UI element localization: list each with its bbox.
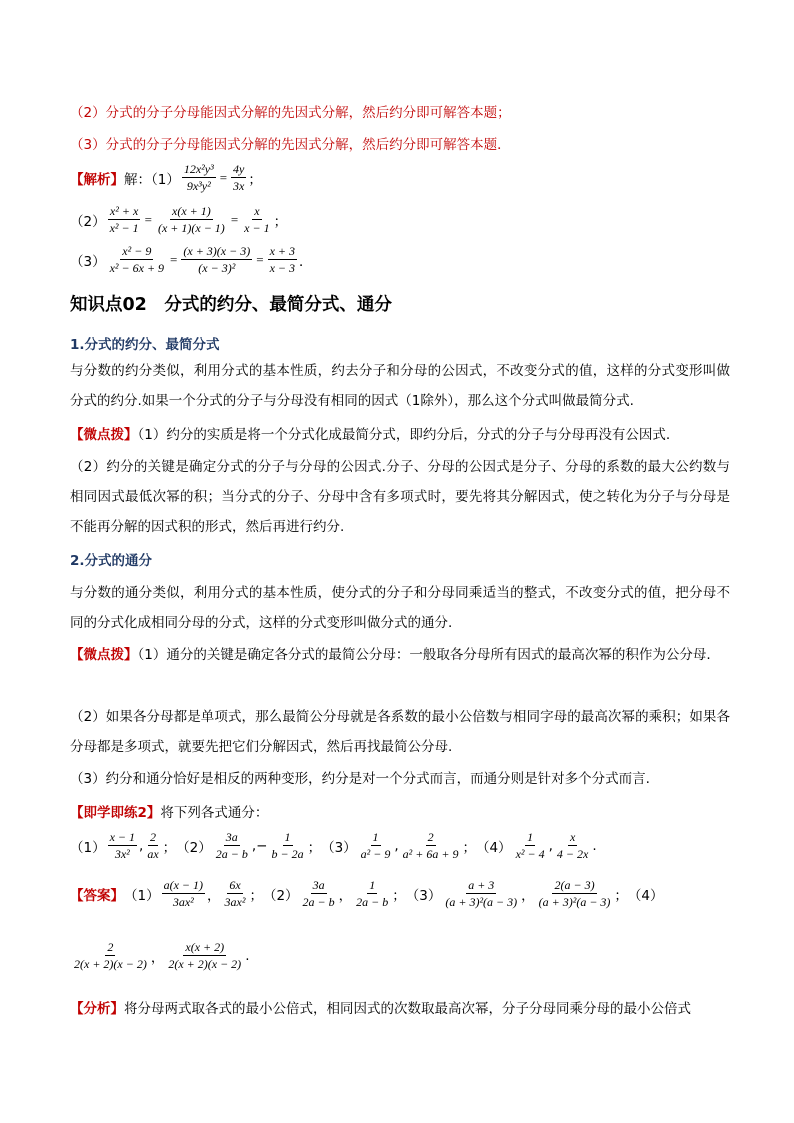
intro-line-2: （2）分式的分子分母能因式分解的先因式分解，然后约分即可解答本题； (70, 105, 511, 121)
fraction: $\frac{2(a - 3)}{\text{(a + 3)²(a − 3)}}$ (538, 878, 611, 909)
knowledge-title: 知识点02 分式的约分、最简分式、通分 (70, 295, 392, 315)
fraction: $\frac{x - 1}{\text{3x²}}$ (109, 830, 136, 861)
analysis-line: 【分析】将分母两式取各式的最小公倍式，相同因式的次数取最高次幂，分子分母同乘分母的最小公倍式 (70, 1001, 691, 1017)
fraction: $\frac{2}{\text{a² + 6a + 9}}$ (402, 830, 459, 861)
section-2-tip-3: （3）约分和通分恰好是相反的两种变形，约分是对一个分式而言，而通分则是针对多个分式而言. (70, 771, 650, 787)
fraction: $\frac{a + 3}{\text{(a + 3)²(a − 3)}}$ (445, 878, 518, 909)
fraction: $\frac{(x + 3)(x - 3)}{\text{(x − 3)²}}$ (183, 244, 251, 275)
fraction: $\frac{3a}{2a - b}$ (302, 878, 335, 909)
section-1-tip-1: 【微点拨】（1）约分的实质是将一个分式化成最简分式，即约分后，分式的分子与分母再没有公因式. (70, 427, 671, 443)
fraction: $\frac{1}{b - 2a}$ (271, 830, 304, 861)
section-heading-2: 2.分式的通分 (70, 553, 153, 569)
section-heading-1: 1.分式的约分、最简分式 (70, 337, 220, 353)
fraction: $\frac{x + 3}{x - 3}$ (269, 244, 296, 275)
fraction: $\frac{4y}{3x}$ (233, 162, 245, 193)
fraction: $\frac{2}{2(x + 2)(x - 2)}$ (74, 940, 147, 971)
section-1-tip-2: （2）约分的关键是确定分式的分子与分母的公因式.分子、分母的公因式是分子、分母的系数的最大公约数与相同因式最低次幂的积；当分式的分子、分母中含有多项式时，要先将其分解因式，使之转化为分子与分母是不能再分解的因式积的形式，然后再进行约分. (70, 459, 730, 535)
analysis-tag: 【分析】 (70, 1001, 124, 1017)
fraction: $\frac{x(x + 2)}{2(x + 2)(x - 2)}$ (168, 940, 242, 971)
fraction: $\frac{6x}{\text{3ax²}}$ (224, 878, 246, 909)
section-2-tip-2: （2）如果各分母都是单项式，那么最简公分母就是各系数的最小公倍数与相同字母的最高次幂的乘积；如果各分母都是多项式，就要先把它们分解因式，然后再找最简公分母. (70, 709, 730, 755)
fraction: $\frac{x(x + 1)}{(x + 1)(x - 1)}$ (157, 204, 225, 235)
solution-row-2: （2） $\frac{\text{x² + x}}{\text{x² − 1}}$ = $\frac{x(x + 1)}{(x + 1)(x - 1)}$ = $\frac{x}{x - 1}$ ； (70, 204, 288, 235)
fraction: $\frac{\text{12x²y³}}{\text{9x³y²}}$ (183, 162, 214, 193)
answer-tag: 【答案】 (70, 887, 124, 904)
solution-lead: 解：（1） (124, 171, 180, 188)
solution-row-1: 【解析】 解：（1） $\frac{\text{12x²y³}}{\text{9x³y²}}$ = $\frac{4y}{3x}$ ； (70, 162, 262, 193)
section-2-tip-1: 【微点拨】（1）通分的关键是确定各分式的最简公分母：一般取各分母所有因式的最高次幂的积作为公分母. (70, 647, 711, 663)
intro-line-3: （3）分式的分子分母能因式分解的先因式分解，然后约分即可解答本题． (70, 137, 511, 153)
solution-row-3: （3） $\frac{\text{x² − 9}}{\text{x² − 6x + 9}}$ = $\frac{(x + 3)(x - 3)}{\text{(x − 3)²}}$ = $\frac{x + 3}{x - 3}$ ． (70, 244, 313, 275)
fraction: $\frac{1}{\text{a² − 9}}$ (360, 830, 391, 861)
answer-row-2: $\frac{2}{2(x + 2)(x - 2)}$ ， $\frac{x(x + 2)}{2(x + 2)(x - 2)}$ . (74, 940, 250, 971)
fraction: $\frac{2}{ax}$ (147, 830, 159, 861)
fraction: $\frac{\text{x² + x}}{\text{x² − 1}}$ (109, 204, 139, 235)
exercise-questions: （1） $\frac{x - 1}{\text{3x²}}$ , $\frac{2}{ax}$ ； （2） $\frac{3a}{2a - b}$ ,− $\frac{1}{b - 2a}$ ； （3） $\frac{1}{\text{a² − 9}}$ , $\frac{2}{\text{a² + 6a + 9}}$ ； （4） $\frac{1}{\text{x² − 4}}$ , $\frac{x}{4 - 2x}$ . (70, 830, 597, 861)
section-2-body: 与分数的通分类似，利用分式的基本性质，使分式的分子和分母同乘适当的整式，不改变分式的值，把分母不同的分式化成相同分母的分式，这样的分式变形叫做分式的通分. (70, 585, 730, 631)
fraction: $\frac{x}{x - 1}$ (244, 204, 270, 235)
fraction: $\frac{a(x - 1)}{\text{3ax²}}$ (163, 878, 204, 909)
exercise-heading: 【即学即练2】 将下列各式通分： (70, 801, 268, 821)
fraction: $\frac{3a}{2a - b}$ (215, 830, 248, 861)
answer-row-1: 【答案】 （1） $\frac{a(x - 1)}{\text{3ax²}}$ ， $\frac{6x}{\text{3ax²}}$ ； （2） $\frac{3a}{2a - b}$ ， $\frac{1}{2a - b}$ ； （3） $\frac{a + 3}{\text{(a + 3)²(a − 3)}}$ ， $\frac{2(a - 3)}{\text{(a + 3)²(a − 3)}}$ ； （4） (70, 878, 664, 909)
fraction: $\frac{1}{\text{x² − 4}}$ (515, 830, 545, 861)
fraction: $\frac{1}{2a - b}$ (356, 878, 389, 909)
fraction: $\frac{x}{4 - 2x}$ (556, 830, 589, 861)
section-1-body: 与分数的约分类似，利用分式的基本性质，约去分子和分母的公因式，不改变分式的值，这样的分式变形叫做分式的约分.如果一个分式的分子与分母没有相同的因式（1除外），那么这个分式叫做最简分式. (70, 363, 730, 409)
exercise-tag: 【即学即练2】 (70, 805, 161, 821)
solution-tag: 【解析】 (70, 171, 124, 188)
fraction: $\frac{\text{x² − 9}}{\text{x² − 6x + 9}}$ (109, 244, 165, 275)
